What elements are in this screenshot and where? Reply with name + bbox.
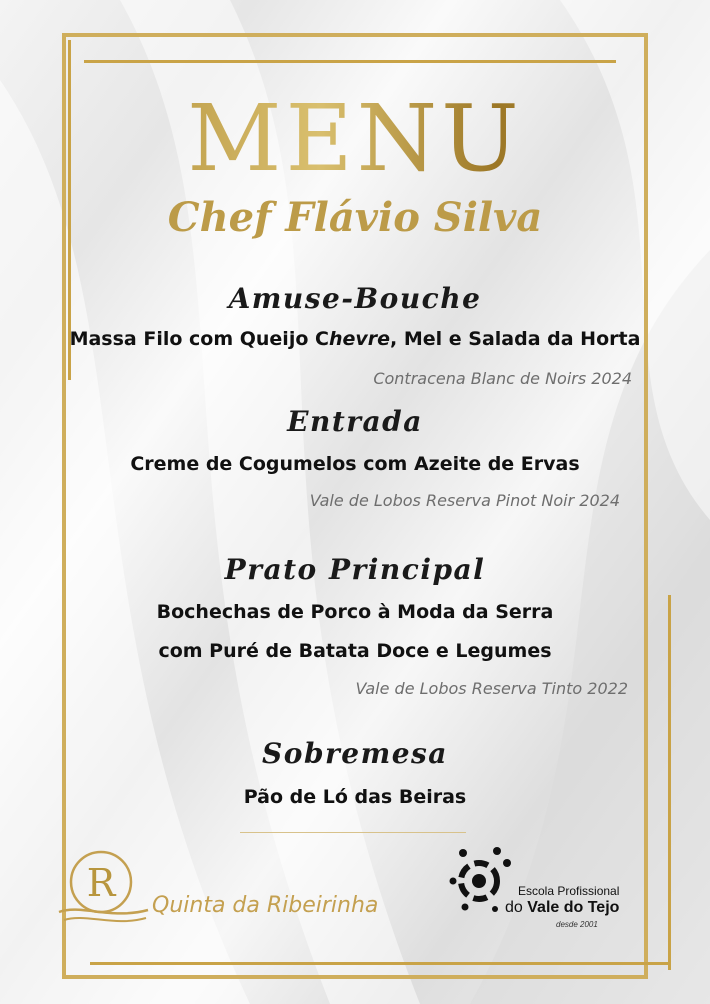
school-name-line2: do Vale do Tejo: [505, 899, 620, 916]
school-name-line1: Escola Profissional: [518, 884, 620, 898]
svg-text:R: R: [86, 861, 116, 905]
wine-entrada: Vale de Lobos Reserva Pinot Noir 2024: [309, 491, 620, 510]
chef-name: Chef Flávio Silva: [167, 194, 543, 241]
gold-accent-top: [84, 60, 616, 63]
wine-prato-principal: Vale de Lobos Reserva Tinto 2022: [355, 679, 628, 698]
dish-entrada: Creme de Cogumelos com Azeite de Ervas: [130, 453, 580, 475]
dish-prato-principal-line2: com Puré de Batata Doce e Legumes: [158, 640, 552, 662]
dish-prato-principal-line1: Bochechas de Porco à Moda da Serra: [156, 601, 554, 623]
wine-amuse-bouche: Contracena Blanc de Noirs 2024: [373, 369, 632, 388]
course-title-prato-principal: Prato Principal: [224, 553, 486, 586]
course-title-entrada: Entrada: [287, 405, 423, 438]
course-title-sobremesa: Sobremesa: [262, 737, 448, 770]
gold-accent-bottom: [90, 962, 670, 965]
dish-sobremesa: Pão de Ló das Beiras: [243, 786, 467, 808]
quinta-name: Quinta da Ribeirinha: [152, 893, 379, 918]
course-title-amuse-bouche: Amuse-Bouche: [228, 282, 482, 315]
school-since: desde 2001: [556, 920, 598, 929]
dish-amuse-bouche: Massa Filo com Queijo Chevre, Mel e Salada da Horta: [69, 328, 641, 350]
quinta-logo: [56, 848, 151, 928]
divider-line: [240, 832, 466, 833]
menu-title: MENU: [0, 85, 710, 192]
